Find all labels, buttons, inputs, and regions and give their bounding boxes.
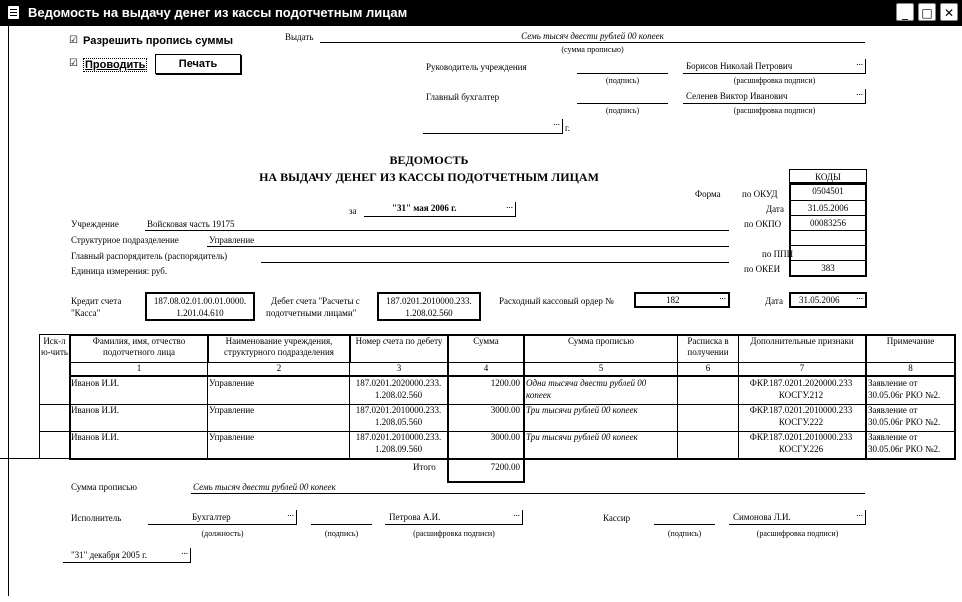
- dept-label: Структурное подразделение: [71, 235, 179, 245]
- row-1-account-1[interactable]: 187.0201.2020000.233.: [355, 378, 442, 388]
- code-label-forma: Форма: [695, 189, 721, 199]
- col-fio-header: Фамилия, имя, отчество подотчетного лица: [92, 336, 186, 357]
- provodit-checkbox[interactable]: ☑: [69, 58, 78, 69]
- unit-label: Единица измерения: руб.: [71, 266, 168, 276]
- row-1-sum[interactable]: 1200.00: [490, 378, 520, 388]
- minimize-button[interactable]: _: [896, 3, 914, 21]
- dept-value: Управление: [209, 235, 255, 245]
- document-body: [8, 26, 962, 596]
- cashier-name-field[interactable]: Симонова Л.И. ...: [729, 510, 866, 525]
- chief-acc-name-field[interactable]: Селенев Виктор Иванович ...: [683, 89, 866, 104]
- col-num-8: 8: [908, 363, 913, 373]
- row-1-exclude[interactable]: [40, 378, 69, 404]
- credit-account-field[interactable]: 187.08.02.01.00.01.0000. 1.201.04.610: [145, 292, 255, 321]
- code-okpo: 00083256: [791, 215, 865, 230]
- exec-sign-line: [311, 524, 372, 525]
- row-3-fio[interactable]: Иванов И.И.: [71, 432, 119, 442]
- recipients-table: [9, 334, 962, 494]
- doc-title-line1: ВЕДОМОСТЬ: [389, 153, 469, 167]
- chief-acc-name-hint: (расшифровка подписи): [733, 106, 816, 115]
- vydat-line: [320, 42, 865, 43]
- chief-acc-sign-line: [577, 103, 668, 104]
- col-num-1: 1: [136, 363, 142, 373]
- debit-label-2: подотчетными лицами": [266, 308, 357, 318]
- col-num-7: 7: [799, 363, 805, 373]
- debit-account-field[interactable]: 187.0201.2010000.233. 1.208.02.560: [377, 292, 481, 321]
- head-name-hint: (расшифровка подписи): [733, 76, 816, 85]
- row-2-account-1[interactable]: 187.0201.2010000.233.: [355, 405, 442, 415]
- row-3-note-2: 30.05.06г РКО №2.: [868, 444, 941, 454]
- exec-sign-hint: (подпись): [324, 529, 359, 538]
- exec-name-hint: (расшифровка подписи): [413, 529, 495, 538]
- row-1-words-2: копеек: [526, 390, 552, 400]
- row-2-ext-2: КОСГУ.222: [778, 417, 824, 427]
- row-2-exclude[interactable]: [40, 406, 69, 431]
- col-num-6: 6: [705, 363, 711, 373]
- cashier-label: Кассир: [603, 513, 631, 523]
- row-3-account-1[interactable]: 187.0201.2010000.233.: [355, 432, 442, 442]
- codes-header: КОДЫ: [789, 169, 867, 183]
- row-2-dept[interactable]: Управление: [209, 405, 255, 415]
- code-sub-okei: по ОКЕИ: [744, 264, 781, 274]
- col-dept-header: Наименование учреждения, структурного подразделения: [224, 336, 334, 357]
- vydat-hint: (сумма прописью): [561, 45, 624, 54]
- propis-checkbox[interactable]: ☑: [69, 35, 78, 46]
- row-1-note-2: 30.05.06г РКО №2.: [868, 390, 941, 400]
- chief-acc-sign-hint: (подпись): [605, 106, 640, 115]
- row-1-ext-2: КОСГУ.212: [778, 390, 824, 400]
- dept-line: [207, 246, 729, 247]
- row-3-note-1[interactable]: Заявление от: [868, 432, 918, 442]
- footer-date-field[interactable]: "31" декабря 2005 г. ...: [63, 548, 191, 563]
- row-2-sum[interactable]: 3000.00: [490, 405, 520, 415]
- code-okei: 383: [791, 260, 865, 276]
- inst-label: Учреждение: [71, 219, 119, 229]
- exec-position-field[interactable]: Бухгалтер ...: [148, 510, 297, 525]
- row-1-note-1[interactable]: Заявление от: [868, 378, 918, 388]
- period-field[interactable]: "31" мая 2006 г. ...: [364, 202, 516, 217]
- code-sub-date: Дата: [766, 204, 784, 214]
- order-field[interactable]: 182 ...: [634, 292, 730, 308]
- code-sub-ppp: по ППП: [762, 249, 794, 259]
- total-label: Итого: [413, 462, 436, 472]
- code-sub-okpo: по ОКПО: [744, 219, 782, 229]
- mgr-line: [261, 262, 729, 263]
- propis-label: Разрешить пропись суммы: [83, 35, 234, 47]
- head-sign-hint: (подпись): [605, 76, 640, 85]
- footer-words-value: Семь тысяч двести рублей 00 копеек: [193, 482, 336, 492]
- inst-line: [145, 230, 729, 231]
- row-2-note-2: 30.05.06г РКО №2.: [868, 417, 941, 427]
- vydat-value: Семь тысяч двести рублей 00 копеек: [521, 31, 664, 41]
- code-sub-okud: по ОКУД: [742, 189, 778, 199]
- row-2-fio[interactable]: Иванов И.И.: [71, 405, 119, 415]
- sign-date-suffix: г.: [565, 123, 570, 133]
- close-button[interactable]: ✕: [940, 3, 958, 21]
- col-sum-header: Сумма: [473, 336, 499, 346]
- row-1-ext-1[interactable]: ФКР.187.0201.2020000.233: [749, 378, 853, 388]
- row-2-ext-1[interactable]: ФКР.187.0201.2010000.233: [749, 405, 853, 415]
- cashier-sign-line: [654, 524, 715, 525]
- doc-title-line2: НА ВЫДАЧУ ДЕНЕГ ИЗ КАССЫ ПОДОТЧЕТНЫМ ЛИЦАМ: [259, 170, 599, 184]
- row-3-sum[interactable]: 3000.00: [490, 432, 520, 442]
- mgr-label: Главный распорядитель (распорядитель): [71, 251, 228, 261]
- row-3-account-2: 1.208.09.560: [374, 444, 423, 454]
- maximize-button[interactable]: □: [918, 3, 936, 21]
- col-ext-header: Дополнительные признаки: [750, 336, 854, 346]
- code-date: 31.05.2006: [791, 200, 865, 215]
- row-2-account-2: 1.208.05.560: [374, 417, 423, 427]
- exec-label: Исполнитель: [71, 513, 122, 523]
- row-1-dept[interactable]: Управление: [209, 378, 255, 388]
- head-sign-line: [577, 73, 668, 74]
- col-words-header: Сумма прописью: [567, 336, 634, 346]
- window-title: Ведомость на выдачу денег из кассы подотчетным лицам: [28, 5, 408, 20]
- credit-label-2: "Касса": [71, 308, 101, 318]
- row-3-ext-1[interactable]: ФКР.187.0201.2010000.233: [749, 432, 853, 442]
- row-3-words-1[interactable]: Три тысячи рублей 00 копеек: [526, 432, 638, 442]
- row-1-words-1[interactable]: Одна тысяча двести рублей 00: [526, 378, 647, 388]
- title-bar[interactable]: [0, 0, 962, 26]
- footer-words-label: Сумма прописью: [71, 482, 138, 492]
- code-okud: 0504501: [812, 186, 844, 196]
- head-name-field[interactable]: Борисов Николай Петрович ...: [683, 59, 866, 74]
- cashier-sign-hint: (подпись): [667, 529, 702, 538]
- row-3-exclude[interactable]: [40, 433, 69, 458]
- row-2-words-1[interactable]: Три тысячи рублей 00 копеек: [526, 405, 638, 415]
- date-label: Дата: [765, 296, 783, 306]
- col-note-header: Примечание: [886, 336, 935, 346]
- debit-label-1: Дебет счета "Расчеты с: [271, 296, 360, 306]
- print-button[interactable]: Печать: [155, 54, 241, 74]
- vydat-label: Выдать: [285, 32, 314, 42]
- total-value: 7200.00: [490, 462, 520, 472]
- credit-label-1: Кредит счета: [71, 296, 122, 306]
- col-num-4: 4: [483, 363, 489, 373]
- col-excl-header: Иск-лю-чить: [40, 336, 69, 357]
- document-icon: [8, 6, 19, 19]
- col-account-header: Номер счета по дебету: [355, 336, 443, 346]
- footer-words-line: [191, 493, 865, 494]
- period-prefix: за: [349, 206, 357, 216]
- inst-value: Войсковая часть 19175: [147, 219, 235, 229]
- row-1-fio[interactable]: Иванов И.И.: [71, 378, 119, 388]
- exec-name-field[interactable]: Петрова А.И. ...: [385, 510, 523, 525]
- col-receipt-header: Расписка в получении: [687, 336, 729, 357]
- cashier-name-hint: (расшифровка подписи): [756, 529, 839, 538]
- sign-date-field[interactable]: ...: [423, 119, 563, 134]
- col-num-5: 5: [598, 363, 604, 373]
- codes-box: [789, 183, 867, 277]
- order-date-field[interactable]: 31.05.2006 ...: [789, 292, 867, 308]
- order-label: Расходный кассовый ордер №: [499, 296, 614, 306]
- row-3-dept[interactable]: Управление: [209, 432, 255, 442]
- row-2-note-1[interactable]: Заявление от: [868, 405, 918, 415]
- col-num-2: 2: [276, 363, 282, 373]
- head-label: Руководитель учреждения: [426, 62, 527, 72]
- col-num-3: 3: [396, 363, 402, 373]
- row-1-account-2: 1.208.02.560: [374, 390, 423, 400]
- row-3-ext-2: КОСГУ.226: [778, 444, 824, 454]
- code-ppp: [791, 245, 865, 260]
- chief-acc-label: Главный бухгалтер: [426, 92, 500, 102]
- provodit-label: Проводить: [85, 59, 146, 71]
- code-blank: [791, 230, 865, 245]
- exec-position-hint: (должность): [201, 529, 244, 538]
